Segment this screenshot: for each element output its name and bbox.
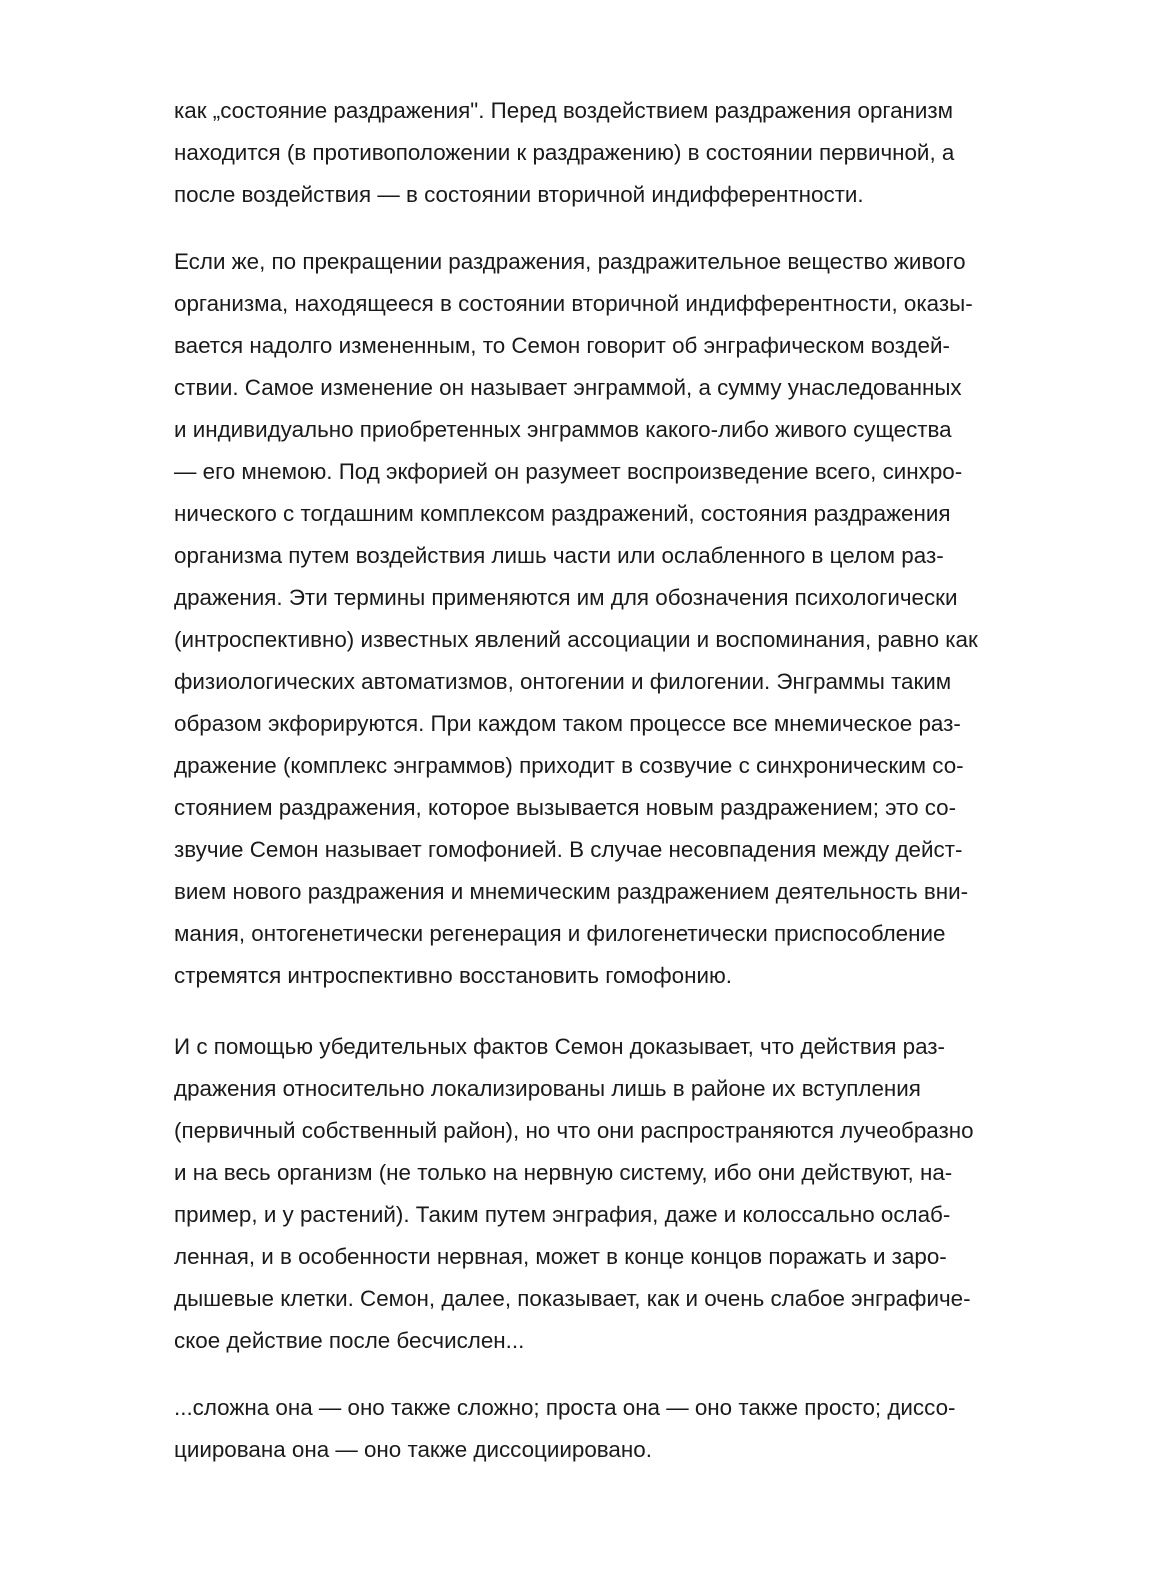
text-line: мания, онтогенетически регенерация и филогенетически приспособление: [174, 921, 946, 946]
text-line: пример, и у растений). Таким путем энграфия, даже и колоссально ослаб-: [174, 1202, 951, 1227]
text-line: как „состояние раздражения". Перед воздействием раздражения организм: [174, 98, 954, 123]
text-line: организма, находящееся в состоянии вторичной индифферентности, оказы-: [174, 291, 973, 316]
text-line: и на весь организм (не только на нервную систему, ибо они действуют, на-: [174, 1160, 953, 1185]
text-line: ленная, и в особенности нервная, может в конце концов поражать и заро-: [174, 1244, 947, 1269]
text-line: — его мнемою. Под экфорией он разумеет воспроизведение всего, синхро-: [174, 459, 963, 484]
text-line: дражение (комплекс энграммов) приходит в созвучие с синхроническим со-: [174, 753, 964, 778]
text-line: дражения относительно локализированы лишь в районе их вступления: [174, 1076, 921, 1101]
paragraph-1: [174, 90, 1074, 216]
text-line: вием нового раздражения и мнемическим раздражением деятельность вни-: [174, 879, 969, 904]
text-line: звучие Семон называет гомофонией. В случае несовпадения между дейст-: [174, 837, 963, 862]
text-line: организма путем воздействия лишь части или ослабленного в целом раз-: [174, 543, 944, 568]
text-line: ское действие после бесчислен...: [174, 1328, 525, 1353]
text-line: (первичный собственный район), но что они распространяются лучеобразно: [174, 1118, 974, 1143]
text-line: дражения. Эти термины применяются им для обозначения психологически: [174, 585, 958, 610]
text-line: циирована она — оно также диссоциировано.: [174, 1437, 652, 1462]
text-line: ...сложна она — оно также сложно; проста она — оно также просто; диссо-: [174, 1395, 956, 1420]
text-line: и индивидуально приобретенных энграммов какого-либо живого существа: [174, 417, 952, 442]
text-line: вается надолго измененным, то Семон говорит об энграфическом воздей-: [174, 333, 950, 358]
text-line: находится (в противоположении к раздражению) в состоянии первичной, а: [174, 140, 955, 165]
text-line: нического с тогдашним комплексом раздражений, состояния раздражения: [174, 501, 951, 526]
text-line: Если же, по прекращении раздражения, раздражительное вещество живого: [174, 249, 966, 274]
paragraph-2: [174, 241, 1074, 997]
text-line: ствии. Самое изменение он называет энграммой, а сумму унаследованных: [174, 375, 962, 400]
text-line: дышевые клетки. Семон, далее, показывает, как и очень слабое энграфиче-: [174, 1286, 971, 1311]
text-line: (интроспективно) известных явлений ассоциации и воспоминания, равно как: [174, 627, 978, 652]
text-line: стремятся интроспективно восстановить гомофонию.: [174, 963, 733, 988]
text-line: физиологических автоматизмов, онтогении и филогении. Энграммы таким: [174, 669, 952, 694]
text-line: И с помощью убедительных фактов Семон доказывает, что действия раз-: [174, 1034, 945, 1059]
text-line: образом экфорируются. При каждом таком процессе все мнемическое раз-: [174, 711, 961, 736]
text-line: после воздействия — в состоянии вторичной индифферентности.: [174, 182, 864, 207]
paragraph-4: [174, 1387, 1074, 1471]
paragraph-3: [174, 1026, 1074, 1362]
text-line: стоянием раздражения, которое вызывается новым раздражением; это со-: [174, 795, 957, 820]
